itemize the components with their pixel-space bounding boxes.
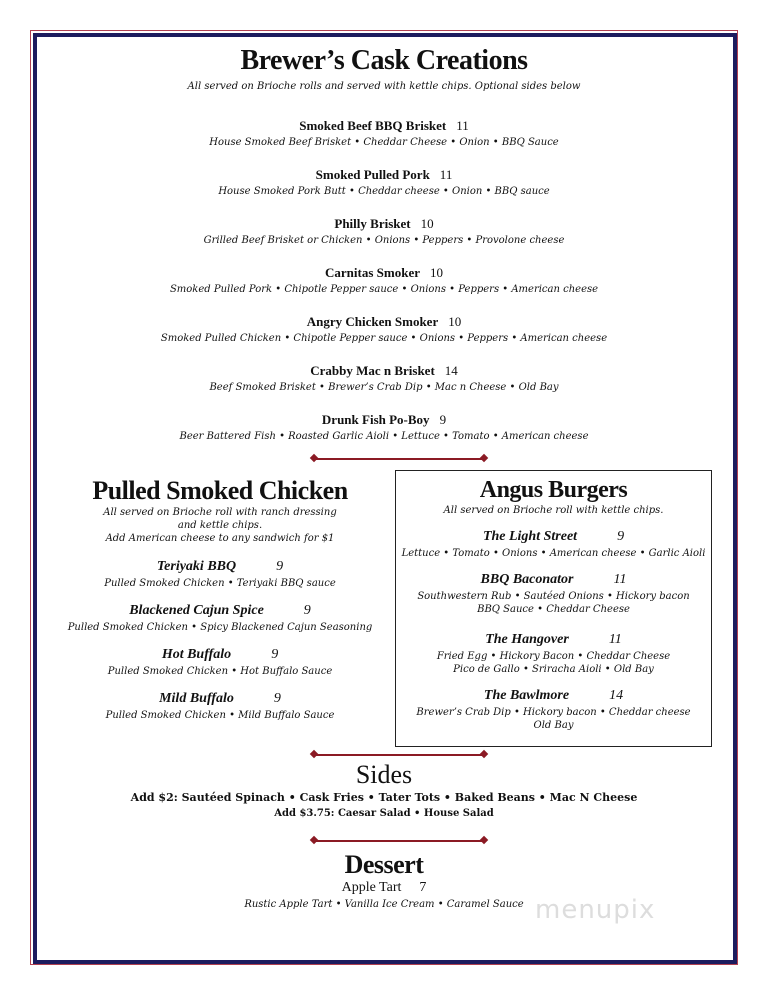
dessert-price: 7 — [419, 880, 427, 895]
item-price: 11 — [613, 572, 627, 587]
item-name: Crabby Mac n Brisket — [310, 363, 435, 378]
main-subtitle: All served on Brioche rolls and served with kettle chips. Optional sides below — [187, 81, 581, 92]
item-desc: Pulled Smoked Chicken • Hot Buffalo Sauce — [107, 666, 333, 677]
main-title: Brewer’s Cask Creations — [240, 45, 528, 76]
chicken-title: Pulled Smoked Chicken — [92, 476, 348, 505]
divider — [314, 754, 484, 756]
item-name: Smoked Beef BBQ Brisket — [299, 118, 447, 133]
menu-item — [40, 216, 728, 247]
dessert-title: Dessert — [344, 850, 424, 879]
dessert-desc: Rustic Apple Tart • Vanilla Ice Cream • Caramel Sauce — [244, 899, 524, 910]
item-desc: House Smoked Beef Brisket • Cheddar Cheese • Onion • BBQ Sauce — [209, 137, 559, 148]
item-desc-2: Old Bay — [533, 720, 574, 731]
item-name: BBQ Baconator — [480, 572, 574, 587]
sides-line-2: Add $3.75: Caesar Salad • House Salad — [274, 808, 494, 819]
item-price: 9 — [276, 559, 284, 574]
item-price: 9 — [439, 412, 447, 427]
item-price: 9 — [303, 603, 311, 618]
menu-item — [40, 412, 728, 443]
menu-item — [40, 167, 728, 198]
item-name: Drunk Fish Po-Boy — [321, 412, 430, 427]
watermark-logo: menupix — [535, 895, 656, 925]
burger-item — [396, 572, 711, 616]
item-desc: Grilled Beef Brisket or Chicken • Onions • Peppers • Provolone cheese — [203, 235, 565, 246]
chicken-item — [60, 647, 380, 678]
item-price: 14 — [609, 688, 624, 703]
item-price: 9 — [617, 529, 625, 544]
item-name: Philly Brisket — [334, 216, 411, 231]
dessert-name: Apple Tart — [341, 880, 402, 895]
chicken-section — [60, 476, 380, 735]
item-name: Blackened Cajun Spice — [129, 603, 264, 618]
item-name: Carnitas Smoker — [325, 265, 420, 280]
item-desc: Pulled Smoked Chicken • Spicy Blackened Cajun Seasoning — [67, 622, 373, 633]
item-desc-2: BBQ Sauce • Cheddar Cheese — [477, 604, 630, 615]
item-name: The Light Street — [482, 529, 578, 544]
item-desc: Smoked Pulled Pork • Chipotle Pepper sauce • Onions • Peppers • American cheese — [169, 284, 599, 295]
sides-section — [40, 760, 728, 822]
item-name: Mild Buffalo — [159, 691, 234, 706]
sides-title: Sides — [355, 760, 413, 789]
chicken-sub2: and kettle chips. — [177, 520, 263, 531]
item-desc: House Smoked Pork Butt • Cheddar cheese • Onion • BBQ sauce — [218, 186, 550, 197]
item-price: 11 — [608, 632, 622, 647]
burgers-section — [396, 477, 711, 744]
burger-item — [396, 688, 711, 732]
item-name: Angry Chicken Smoker — [306, 314, 439, 329]
burgers-box — [395, 470, 712, 747]
chicken-item — [60, 559, 380, 590]
chicken-sub1: All served on Brioche roll with ranch dressing — [103, 507, 337, 518]
item-price: 10 — [420, 216, 434, 231]
sides-line-1: Add $2: Sautéed Spinach • Cask Fries • Tater Tots • Baked Beans • Mac N Cheese — [130, 791, 638, 804]
divider — [314, 840, 484, 842]
burgers-sub: All served on Brioche roll with kettle chips. — [443, 505, 664, 516]
main-section — [40, 45, 728, 461]
menu-item — [40, 314, 728, 345]
item-price: 11 — [456, 118, 469, 133]
item-price: 9 — [271, 647, 279, 662]
item-desc: Beer Battered Fish • Roasted Garlic Aioli • Lettuce • Tomato • American cheese — [179, 431, 589, 442]
burger-item — [396, 632, 711, 676]
item-price: 11 — [439, 167, 453, 182]
item-desc-1: Southwestern Rub • Sautéed Onions • Hickory bacon — [417, 591, 690, 602]
chicken-item — [60, 603, 380, 634]
burgers-title: Angus Burgers — [479, 477, 628, 503]
item-name: Smoked Pulled Pork — [315, 167, 430, 182]
divider — [314, 458, 484, 460]
menu-item — [40, 118, 728, 149]
chicken-item — [60, 691, 380, 722]
item-desc-1: Lettuce • Tomato • Onions • American cheese • Garlic Aioli — [401, 548, 706, 559]
item-price: 14 — [444, 363, 458, 378]
item-price: 10 — [448, 314, 462, 329]
item-desc: Pulled Smoked Chicken • Mild Buffalo Sauce — [105, 710, 335, 721]
item-name: The Hangover — [485, 632, 569, 647]
item-desc-2: Pico de Gallo • Sriracha Aioli • Old Bay — [453, 664, 654, 675]
chicken-sub3: Add American cheese to any sandwich for $1 — [105, 533, 335, 544]
item-price: 9 — [273, 691, 281, 706]
item-desc: Pulled Smoked Chicken • Teriyaki BBQ sauce — [104, 578, 336, 589]
item-desc-1: Brewer’s Crab Dip • Hickory bacon • Cheddar cheese — [416, 707, 691, 718]
item-name: The Bawlmore — [483, 688, 570, 703]
item-desc: Beef Smoked Brisket • Brewer’s Crab Dip • Mac n Cheese • Old Bay — [209, 382, 559, 393]
item-name: Hot Buffalo — [161, 647, 232, 662]
item-name: Teriyaki BBQ — [156, 559, 237, 574]
item-desc: Smoked Pulled Chicken • Chipotle Pepper sauce • Onions • Peppers • American cheese — [160, 333, 608, 344]
item-desc-1: Fried Egg • Hickory Bacon • Cheddar Cheese — [436, 651, 671, 662]
item-price: 10 — [429, 265, 443, 280]
menu-item — [40, 363, 728, 394]
menu-item — [40, 265, 728, 296]
burger-item — [396, 529, 711, 560]
